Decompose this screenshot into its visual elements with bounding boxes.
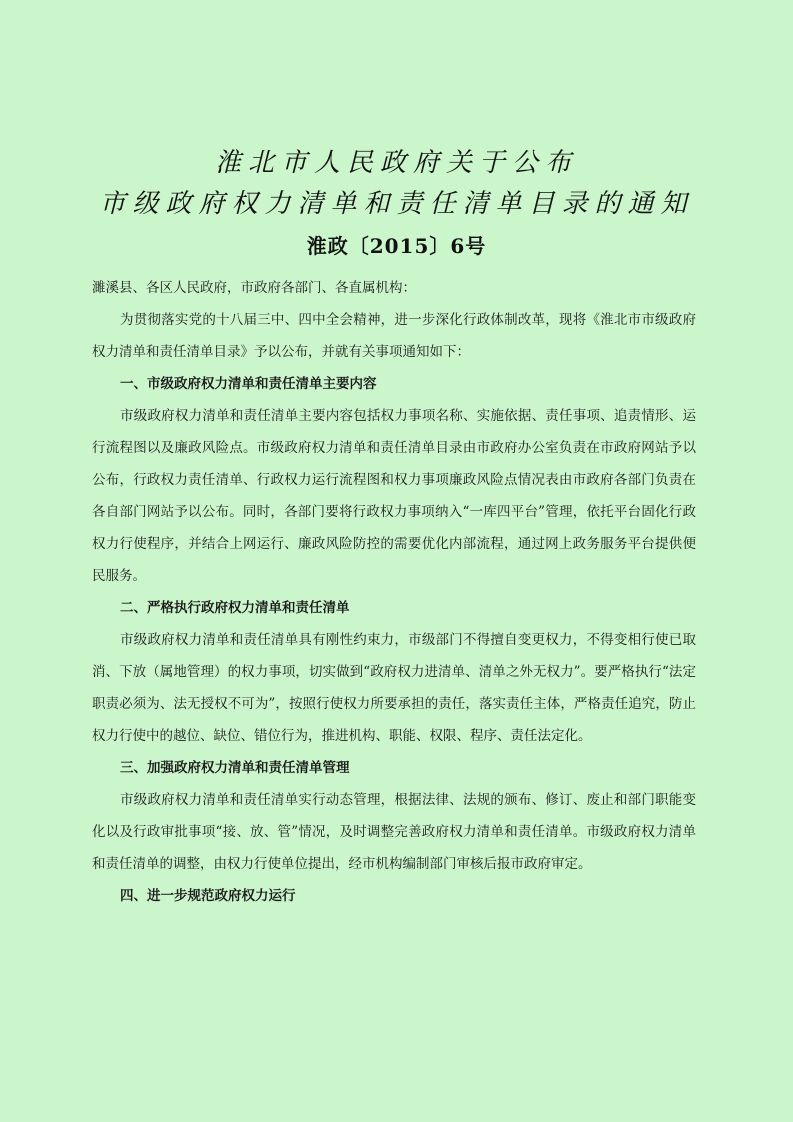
section-body-2: 市级政府权力清单和责任清单具有刚性约束力，市级部门不得擅自变更权力，不得变相行使已取消、下放（属地管理）的权力事项，切实做到“政府权力进清单、清单之外无权力”。要严格执行“法定职责必须为、法无授权不可为”，按照行使权力所要承担的责任，落实责任主体，严格责任追究，防止权力行使中的越位、缺位、错位行为，推进机构、职能、权限、程序、责任法定化。 — [92, 632, 696, 744]
document-title-line-2: 市级政府权力清单和责任清单目录的通知 — [99, 189, 694, 219]
section-heading-4: 四、进一步规范政府权力运行 — [120, 888, 296, 904]
section-heading-3: 三、加强政府权力清单和责任清单管理 — [120, 760, 350, 776]
addressee: 濉溪县、各区人民政府，市政府各部门、各直属机构： — [92, 280, 416, 296]
section-heading-2: 二、严格执行政府权力清单和责任清单 — [120, 600, 350, 616]
intro-paragraph: 为贯彻落实党的十八届三中、四中全会精神，进一步深化行政体制改革，现将《淮北市市级政府权力清单和责任清单目录》予以公布，并就有关事项通知如下： — [92, 312, 696, 360]
document-title-line-1: 淮北市人民政府关于公布 — [214, 148, 578, 178]
section-body-3: 市级政府权力清单和责任清单实行动态管理，根据法律、法规的颁布、修订、废止和部门职能变化以及行政审批事项“接、放、管”情况，及时调整完善政府权力清单和责任清单。市级政府权力清单和责任清单的调整，由权力行使单位提出，经市机构编制部门审核后报市政府审定。 — [92, 792, 696, 872]
document-body — [92, 272, 696, 912]
section-body-1: 市级政府权力清单和责任清单主要内容包括权力事项名称、实施依据、责任事项、追责情形、运行流程图以及廉政风险点。市级政府权力清单和责任清单目录由市政府办公室负责在市政府网站予以公布，行政权力责任清单、行政权力运行流程图和权力事项廉政风险点情况表由市政府各部门负责在各自部门网站予以公布。同时，各部门要将行政权力事项纳入“一库四平台”管理，依托平台固化行政权力行使程序，并结合上网运行、廉政风险防控的需要优化内部流程，通过网上政务服务平台提供便民服务。 — [92, 408, 696, 584]
section-heading-1: 一、市级政府权力清单和责任清单主要内容 — [120, 376, 377, 392]
document-number: 淮政〔2015〕6号 — [306, 234, 487, 258]
